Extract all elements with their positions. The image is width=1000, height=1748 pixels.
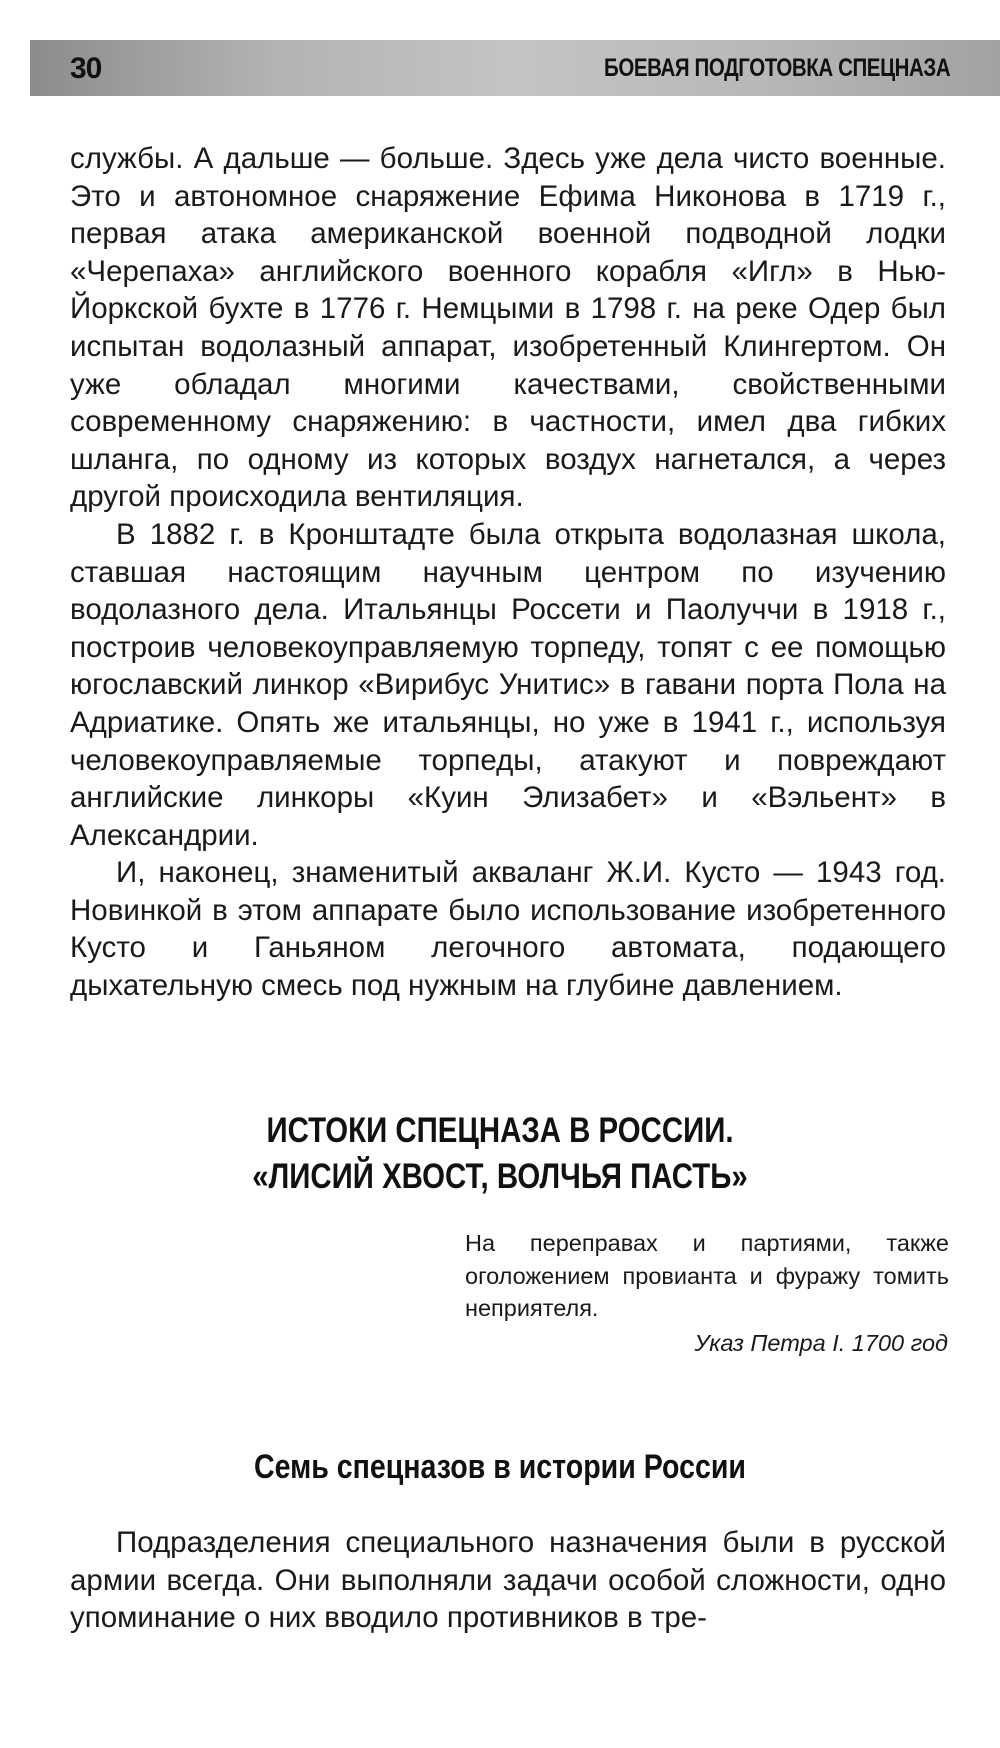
epigraph: На переправах и партиями, также оголожением провианта и фуражу томить неприятеля. bbox=[465, 1230, 949, 1321]
section-heading-line-2: «ЛИСИЙ ХВОСТ, ВОЛЧЬЯ ПАСТЬ» bbox=[252, 1157, 748, 1196]
paragraph-4: Подразделения специального назначения были в русской армии всегда. Они выполняли задачи особой сложности, одно упоминание о них вводило противников в тре- bbox=[70, 1526, 946, 1635]
paragraph-2: В 1882 г. в Кронштадте была открыта водолазная школа, ставшая настоящим научным центром по изучению водолазного дела. Итальянцы Россети и Паолуччи в 1918 г., построив человекоуправляемую торпеду, топят с ее помощью югославский линкор «Вирибус Унитис» в гавани порта Пола на Адриатике. Опять же итальянцы, но уже в 1941 г., используя человекоуправляемые торпеды, атакуют и повреждают английские линкоры «Куин Элизабет» и «Вэльент» в Александрии. bbox=[70, 518, 946, 852]
running-header bbox=[30, 40, 1000, 96]
paragraph-3: И, наконец, знаменитый акваланг Ж.И. Кусто — 1943 год. Новинкой в этом аппарате было использование изобретенного Кусто и Ганьяном легочного автомата, подающего дыхательную смесь под нужным на глубине давлением. bbox=[70, 856, 946, 1002]
page-number: 30 bbox=[70, 52, 102, 85]
subsection-heading: Семь спецназов в истории России bbox=[253, 1448, 747, 1486]
section-heading bbox=[164, 1108, 836, 1200]
section-heading-line-1: ИСТОКИ СПЕЦНАЗА В РОССИИ. bbox=[266, 1111, 734, 1150]
epigraph-source: Указ Петра I. 1700 год bbox=[694, 1330, 948, 1356]
paragraph-1: службы. А дальше — больше. Здесь уже дела чисто военные. Это и автономное снаряжение Ефима Никонова в 1719 г., первая атака американской военной подводной лодки «Черепаха» английского военного корабля «Игл» в Нью-Йоркской бухте в 1776 г. Немцыми в 1798 г. на реке Одер был испытан водолазный аппарат, изобретенный Клингертом. Он уже обладал многими качествами, свойственными современному снаряжению: в частности, имел два гибких шланга, по одному из которых воздух нагнетался, а через другой происходила вентиляция. bbox=[70, 142, 946, 514]
running-title: БОЕВАЯ ПОДГОТОВКА СПЕЦНАЗА bbox=[603, 54, 950, 82]
